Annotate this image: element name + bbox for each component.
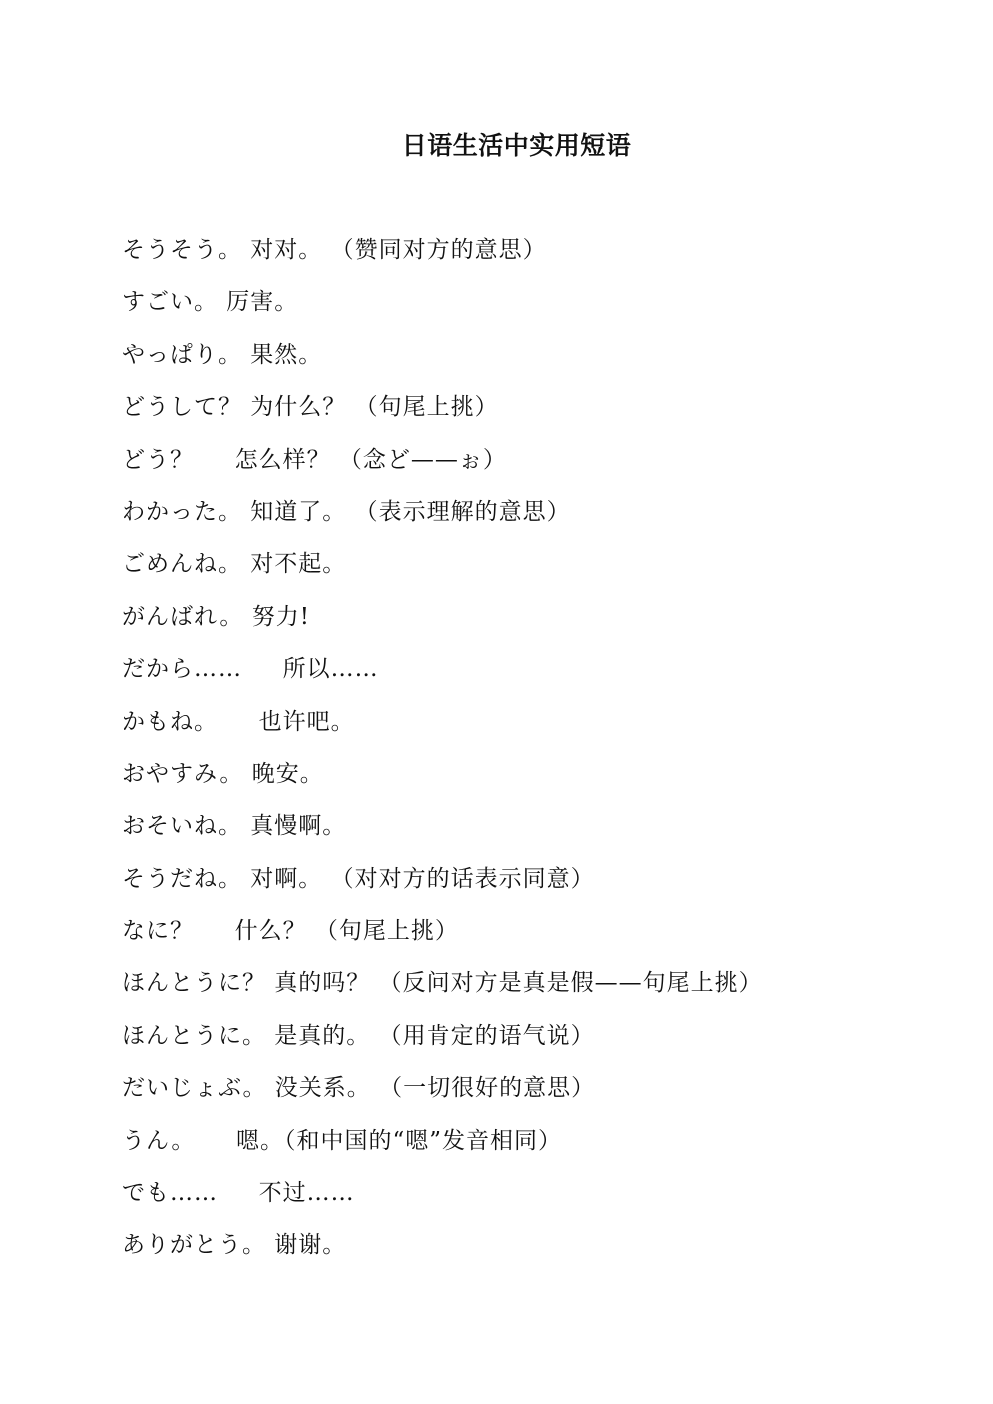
phrase-line: だから…… 所以…… [122, 656, 379, 683]
phrase-line: おそいね。 真慢啊。 [122, 813, 347, 840]
phrase-line: そうだね。 对啊。 （对对方的话表示同意） [122, 865, 595, 892]
phrase-line: おやすみ。 晚安。 [122, 760, 324, 787]
phrase-line: うん。 嗯。（和中国的“嗯”发音相同） [122, 1127, 563, 1154]
phrase-line: そうそう。 对对。 （赞同对方的意思） [122, 237, 547, 263]
phrase-line: だいじょぶ。 没关系。 （一切很好的意思） [122, 1075, 596, 1102]
phrase-line: どうして？ 为什么？ （句尾上挑） [122, 394, 499, 421]
phrase-line: すごい。 厉害。 [122, 289, 299, 316]
phrase-line: ありがとう。 谢谢。 [122, 1232, 347, 1259]
phrase-line: かもね。 也许吧。 [122, 708, 355, 735]
phrase-line: がんばれ。 努力! [122, 603, 310, 630]
phrase-line: なに？ 什么？ （句尾上挑） [122, 918, 459, 945]
phrase-list [122, 230, 952, 1278]
phrase-line: ほんとうに。 是真的。 （用肯定的语气说） [122, 1022, 595, 1049]
phrase-line: どう？ 怎么样？ （念ど——ぉ） [122, 446, 507, 473]
phrase-line: でも…… 不过…… [122, 1180, 355, 1207]
phrase-line: やっぱり。 果然。 [122, 341, 323, 368]
phrase-line: わかった。 知道了。 （表示理解的意思） [122, 498, 571, 525]
phrase-line: ほんとうに？ 真的吗？ （反问对方是真是假——句尾上挑） [122, 970, 763, 997]
document-title: 日语生活中实用短语 [401, 131, 632, 160]
phrase-line: ごめんね。 对不起。 [122, 551, 347, 578]
